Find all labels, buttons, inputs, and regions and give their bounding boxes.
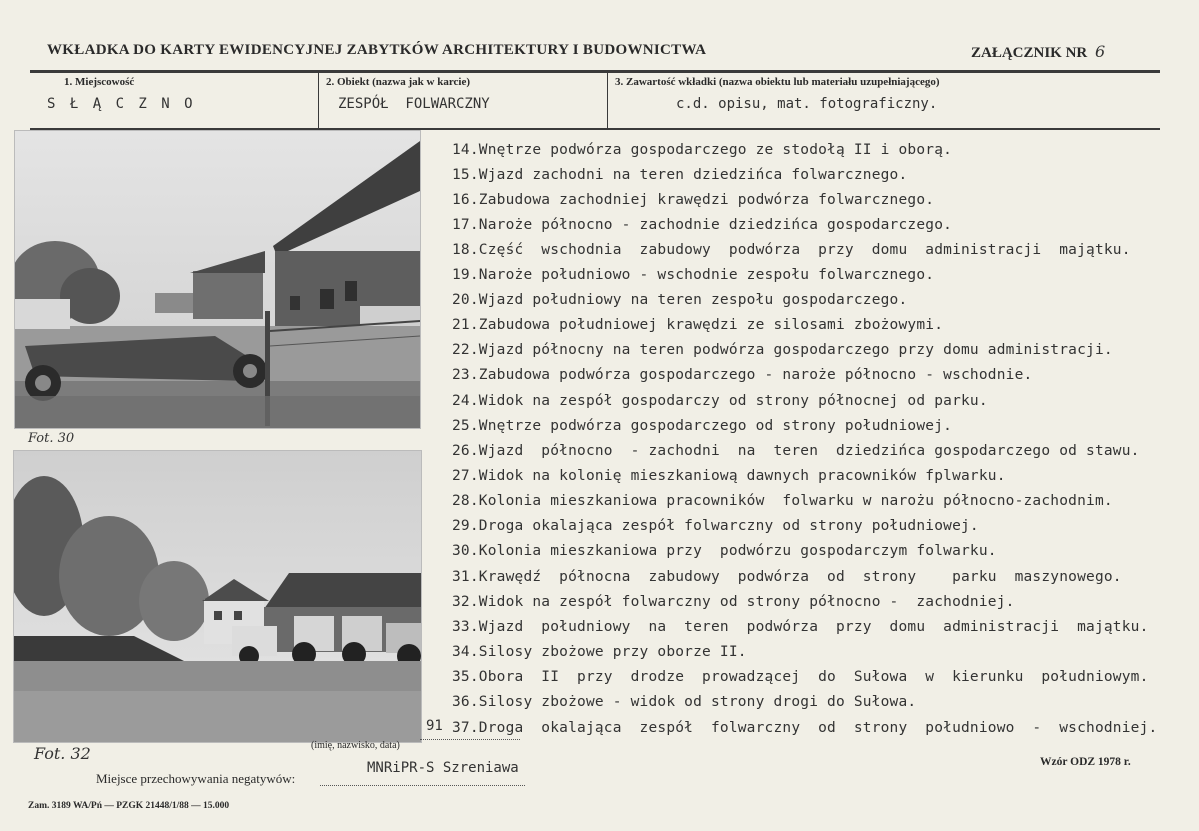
attachment-label bbox=[971, 42, 1105, 62]
field-1-label: 1. Miejscowość bbox=[64, 76, 135, 88]
photo-yard-tractors-image bbox=[14, 451, 421, 742]
header-rule-top bbox=[30, 70, 1160, 73]
name-date-line bbox=[420, 739, 520, 740]
list-item: 36.Silosy zbożowe - widok od strony drogi do Sułowa. bbox=[452, 694, 917, 710]
field-3-label: 3. Zawartość wkładki (nazwa obiektu lub materiału uzupełniającego) bbox=[615, 76, 940, 88]
photo-2-caption: Fot. 32 bbox=[34, 744, 91, 763]
list-item: 32.Widok na zespół folwarczny od strony północno - zachodniej. bbox=[452, 594, 1015, 610]
attachment-number: 6 bbox=[1095, 42, 1106, 61]
negatives-line bbox=[320, 785, 525, 786]
name-date-caption: (imię, nazwisko, data) bbox=[311, 740, 400, 751]
list-item: 25.Wnętrze podwórza gospodarczego od strony południowej. bbox=[452, 418, 953, 434]
list-item: 22.Wjazd północny na teren podwórza gospodarczego przy domu administracji. bbox=[452, 342, 1113, 358]
form-model: Wzór ODZ 1978 r. bbox=[1040, 756, 1131, 768]
attachment-label-text: ZAŁĄCZNIK NR bbox=[971, 45, 1088, 61]
field-1-value: S Ł Ą C Z N O bbox=[47, 96, 196, 112]
list-item: 15.Wjazd zachodni na teren dziedzińca folwarcznego. bbox=[452, 167, 908, 183]
field-2-label: 2. Obiekt (nazwa jak w karcie) bbox=[326, 76, 471, 88]
field-divider-1 bbox=[318, 72, 319, 128]
list-item: 29.Droga okalająca zespół folwarczny od strony południowej. bbox=[452, 518, 979, 534]
list-item: 17.Naroże północno - zachodnie dziedzińca gospodarczego. bbox=[452, 217, 953, 233]
list-item: 19.Naroże południowo - wschodnie zespołu folwarcznego. bbox=[452, 267, 935, 283]
list-item: 14.Wnętrze podwórza gospodarczego ze stodołą II i oborą. bbox=[452, 142, 953, 158]
negatives-value: MNRiPR-S Szreniawa bbox=[367, 760, 519, 776]
photo-1-caption: Fot. 30 bbox=[28, 431, 75, 446]
list-item: 35.Obora II przy drodze prowadzącej do Sułowa w kierunku południowym. bbox=[452, 669, 1149, 685]
list-item: 33.Wjazd południowy na teren podwórza przy domu administracji majątku. bbox=[452, 619, 1149, 635]
print-info: Zam. 3189 WA/Pń — PZGK 21448/1/88 — 15.000 bbox=[28, 801, 230, 811]
list-item: 16.Zabudowa zachodniej krawędzi podwórza folwarcznego. bbox=[452, 192, 935, 208]
list-item: 31.Krawędź północna zabudowy podwórza od strony parku maszynowego. bbox=[452, 569, 1122, 585]
document-title: WKŁADKA DO KARTY EWIDENCYJNEJ ZABYTKÓW ARCHITEKTURY I BUDOWNICTWA bbox=[47, 42, 707, 58]
photo-farmyard-barn bbox=[14, 130, 421, 429]
list-item: 21.Zabudowa południowej krawędzi ze silosami zbożowymi. bbox=[452, 317, 944, 333]
photo-yard-tractors bbox=[13, 450, 422, 743]
list-item: 34.Silosy zbożowe przy oborze II. bbox=[452, 644, 747, 660]
list-item: 27.Widok na kolonię mieszkaniową dawnych pracowników fplwarku. bbox=[452, 468, 1006, 484]
list-item: 24.Widok na zespół gospodarczy od strony północnej od parku. bbox=[452, 393, 988, 409]
list-item: 18.Część wschodnia zabudowy podwórza przy domu administracji majątku. bbox=[452, 242, 1131, 258]
date-fragment: 91 bbox=[426, 718, 443, 734]
negatives-label: Miejsce przechowywania negatywów: bbox=[96, 771, 296, 786]
list-item: 20.Wjazd południowy na teren zespołu gospodarczego. bbox=[452, 292, 908, 308]
list-item: 28.Kolonia mieszkaniowa pracowników folwarku w narożu północno-zachodnim. bbox=[452, 493, 1113, 509]
field-divider-2 bbox=[607, 72, 608, 128]
list-item: 26.Wjazd północno - zachodni na teren dziedzińca gospodarczego od stawu. bbox=[452, 443, 1140, 459]
field-3-value: c.d. opisu, mat. fotograficzny. bbox=[676, 96, 938, 112]
list-item: 23.Zabudowa podwórza gospodarczego - naroże północno - wschodnie. bbox=[452, 367, 1033, 383]
list-item: 37.Droga okalająca zespół folwarczny od strony południowo - wschodniej. bbox=[452, 720, 1158, 736]
photo-farmyard-barn-image bbox=[15, 131, 420, 428]
list-item: 30.Kolonia mieszkaniowa przy podwórzu gospodarczym folwarku. bbox=[452, 543, 997, 559]
field-2-value: ZESPÓŁ FOLWARCZNY bbox=[338, 96, 490, 112]
